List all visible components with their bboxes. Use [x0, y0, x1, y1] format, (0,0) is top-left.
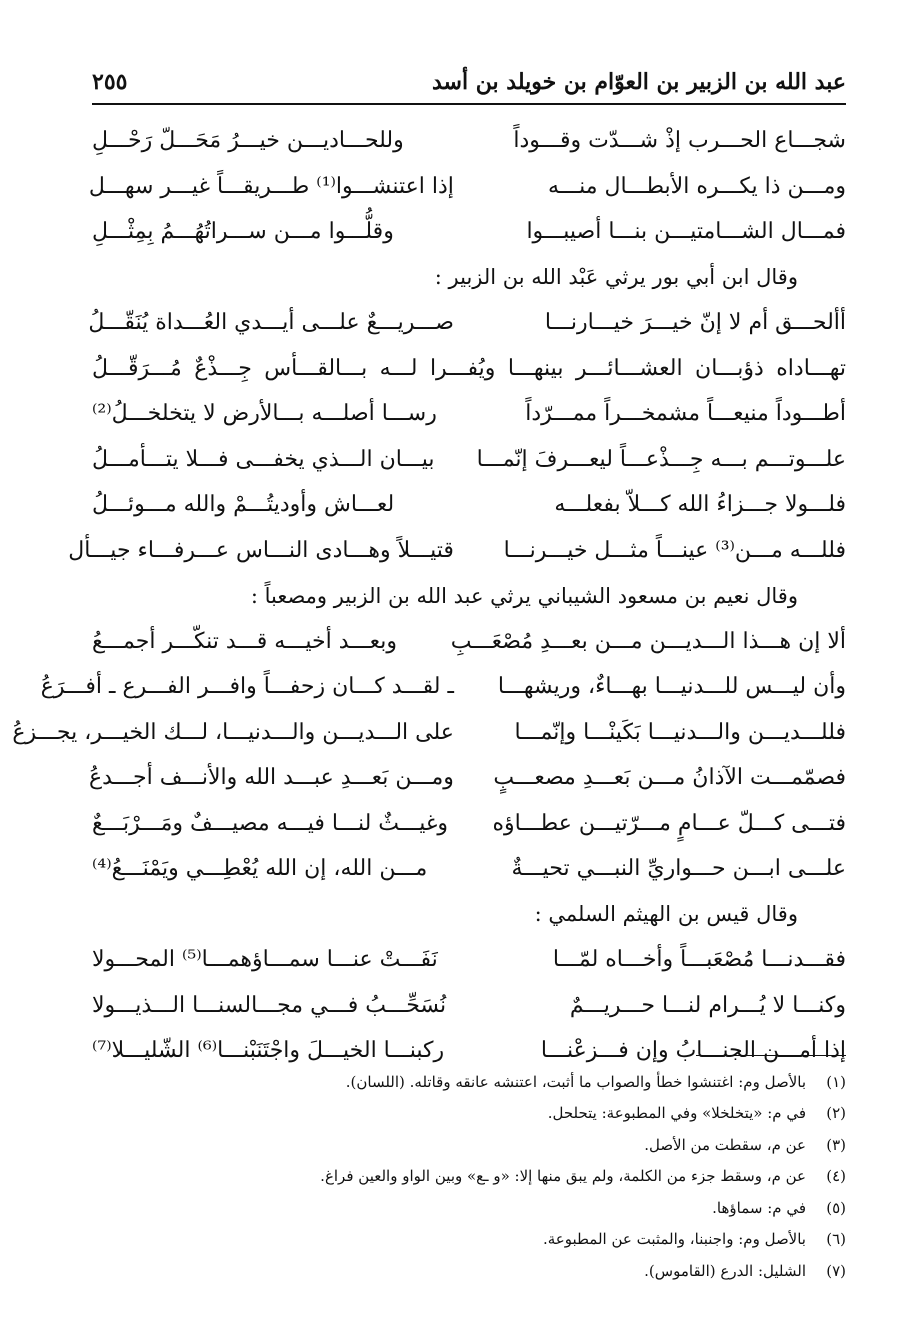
hemistich-first: وكنـــا لا يُـــرام لنـــا حـــريـــمٌ [569, 992, 846, 1018]
footnote [92, 1192, 846, 1224]
hemistich-first: إذا أمـــن الجنـــابُ وإن فـــزعْنـــا [540, 1038, 846, 1064]
hemistich-first: فصمّمـــت الآذانُ مـــن بَعـــدِ مصعـــبٍ [493, 765, 846, 791]
hemistich-first: فقـــدنـــا مُصْعَبـــاً وأخـــاه لمّـــا [552, 947, 846, 973]
verse-line [92, 619, 846, 665]
footnote-number: (١) [826, 1072, 846, 1091]
hemistich-first: وأن ليـــس للـــدنيـــا بهـــاءٌ، وريشهـــا [497, 674, 846, 700]
footnote [92, 1224, 846, 1256]
verse-line [12, 710, 846, 756]
footnote-number: (٧) [826, 1261, 846, 1280]
hemistich-second: وغيـــثٌ لنـــا فيـــه مصيـــفٌ ومَـــرْبَـــعٌ [92, 810, 449, 836]
footnote-number: (٤) [826, 1167, 846, 1186]
verse-line-full [92, 346, 846, 392]
hemistich-first: شجـــاع الحـــرب إذْ شـــدّت وقـــوداً [513, 128, 846, 154]
verse-line [68, 528, 846, 574]
footnote [92, 1066, 846, 1098]
poem-intro: وقال نعيم بن مسعود الشيباني يرثي عبد الله بن الزبير ومصعباً : [250, 583, 798, 608]
verse-line [92, 391, 846, 437]
poem-body [12, 118, 846, 1074]
verse-line [92, 846, 846, 892]
footnote [92, 1161, 846, 1193]
hemistich-first: فلـــولا جـــزاءُ الله كـــلاّ بفعلـــه [554, 492, 846, 518]
verse-line [92, 482, 846, 528]
verse-line [92, 209, 846, 255]
page-header [92, 62, 846, 102]
verse-line [92, 983, 846, 1029]
hemistich-second: قتيـــلاً وهـــادى النـــاس عـــرفـــاء جيـــأل [68, 537, 454, 563]
footnote-text: في م: «يتخلخلا» وفي المطبوعة: يتحلحل. [547, 1104, 806, 1123]
hemistich-second: على الـــديـــن والـــدنيـــا، لـــك الخيـــر، يجـــزعُ [12, 719, 454, 745]
footnote-number: (٦) [826, 1230, 846, 1249]
hemistich-second: رســـا أصلـــه بـــالأرض لا يتخلخـــلُ⁽²⁾ [92, 401, 437, 427]
hemistich-second: وللحـــاديـــن خيـــرُ مَحَـــلّ رَحْـــلِ [92, 128, 404, 154]
hemistich-second: وبعـــد أخيـــه قـــد تنكّـــر أجمـــعُ [92, 628, 397, 654]
footnote-text: بالأصل وم: واجنبنا، والمثبت عن المطبوعة. [542, 1230, 806, 1249]
verse-line [92, 437, 846, 483]
hemistich-second: ركبنـــا الخيـــلَ واجْتَنَبْنـــا⁽⁶⁾ الشّليـــلا⁽⁷⁾ [92, 1038, 445, 1064]
hemistich-second: مـــن الله، إن الله يُعْطِـــي ويَمْنَـــعُ⁽⁴⁾ [92, 856, 428, 882]
verse-line [92, 937, 846, 983]
running-title: عبد الله بن الزبير بن العوّام بن خويلد بن أسد [431, 69, 846, 95]
verse-line [92, 801, 846, 847]
hemistich-second: بيـــان الـــذي يخفـــى فـــلا يتـــأمـــلُ [92, 446, 435, 472]
poem-intro: وقال قيس بن الهيثم السلمي : [534, 902, 798, 927]
footnotes [92, 1066, 846, 1287]
verse-line [88, 300, 846, 346]
hemistich-first: ومـــن ذا يكـــره الأبطـــال منـــه [547, 173, 846, 199]
footnote-number: (٣) [826, 1135, 846, 1154]
verse-line [88, 164, 846, 210]
verse-line [92, 118, 846, 164]
hemistich-first: فللـــه مـــن⁽³⁾ عينـــاً مثـــل خيـــرنـــا [503, 537, 846, 563]
verse-line [40, 664, 846, 710]
hemistich-second: وقلُّـــوا مـــن ســـراتُهُـــمُ بِمِثْـــلِ [92, 219, 394, 245]
footnote [92, 1098, 846, 1130]
hemistich-first: علـــوتـــم بـــه جِـــذْعـــاً ليعـــرفَ إنّمـــا [476, 446, 846, 472]
hemistich-first: أألحـــق أم لا إنّ خيـــرَ خيـــارنـــا [544, 310, 846, 336]
hemistich-first: فتـــى كـــلّ عـــامٍ مـــرّتيـــن عطـــاؤه [492, 810, 846, 836]
footnote-number: (٥) [826, 1198, 846, 1217]
hemistich-second: ـ لقـــد كـــان زحفـــاً وافـــر الفـــرع ـ أفـــرَعُ [40, 674, 454, 700]
hemistich-second: صـــريـــعٌ علـــى أيـــدي العُـــداة يُنَقّـــلُ [88, 310, 454, 336]
footnote [92, 1255, 846, 1287]
footnote-number: (٢) [826, 1104, 846, 1123]
page-number: ٢٥٥ [92, 69, 128, 95]
verse-full-text: تهـــاداه ذؤبـــان العشـــائـــر بينهـــا ويُفـــرا لـــه بـــالقـــأس جِـــذْعٌ مُـــرَقّـــلُ [92, 355, 846, 381]
hemistich-second: إذا اعتنشـــوا⁽¹⁾ طـــريقـــاً غيـــر سهـــل [88, 173, 454, 199]
header-rule [92, 103, 846, 105]
footnote-text: عن م، سقطت من الأصل. [644, 1135, 806, 1154]
hemistich-first: فمـــال الشـــامتيـــن بنـــا أصيبـــوا [526, 219, 846, 245]
hemistich-first: علـــى ابـــن حـــواريِّ النبـــي تحيـــةٌ [511, 856, 846, 882]
hemistich-first: ألا إن هـــذا الـــديـــن مـــن بعـــدِ مُصْعَـــبِ [450, 628, 846, 654]
footnote-text: الشليل: الدرع (القاموس). [644, 1261, 806, 1280]
hemistich-first: فللـــديـــن والـــدنيـــا بَكَينْـــا وإنّمـــا [514, 719, 846, 745]
hemistich-second: لعـــاش وأوديتُـــمْ والله مـــوئـــلُ [92, 492, 395, 518]
hemistich-second: ومـــن بَعـــدِ عبـــد الله والأنـــف أجـــدعُ [89, 765, 454, 791]
hemistich-first: أطـــوداً منيعـــاً مشمخـــراً ممـــرّداً [525, 401, 846, 427]
footnote [92, 1129, 846, 1161]
footnote-text: في م: سماؤها. [712, 1198, 806, 1217]
footnote-rule [696, 1055, 846, 1056]
verse-line [89, 755, 846, 801]
hemistich-second: نُسَحِّـــبُ فـــي مجـــالسنـــا الـــذيـــولا [92, 992, 447, 1018]
footnote-text: عن م، وسقط جزء من الكلمة، ولم يبق منها إلا: «و ـع» وبين الواو والعين فراغ. [320, 1167, 806, 1186]
hemistich-second: نَفَـــتْ عنـــا سمـــاؤهمـــا⁽⁵⁾ المحـــولا [92, 947, 438, 973]
footnote-text: بالأصل وم: اغتنشوا خطأ والصواب ما أثبت، اعتنشه عانقه وقاتله. (اللسان). [345, 1072, 806, 1091]
poem-intro: وقال ابن أبي بور يرثي عَبْد الله بن الزبير : [434, 265, 798, 290]
